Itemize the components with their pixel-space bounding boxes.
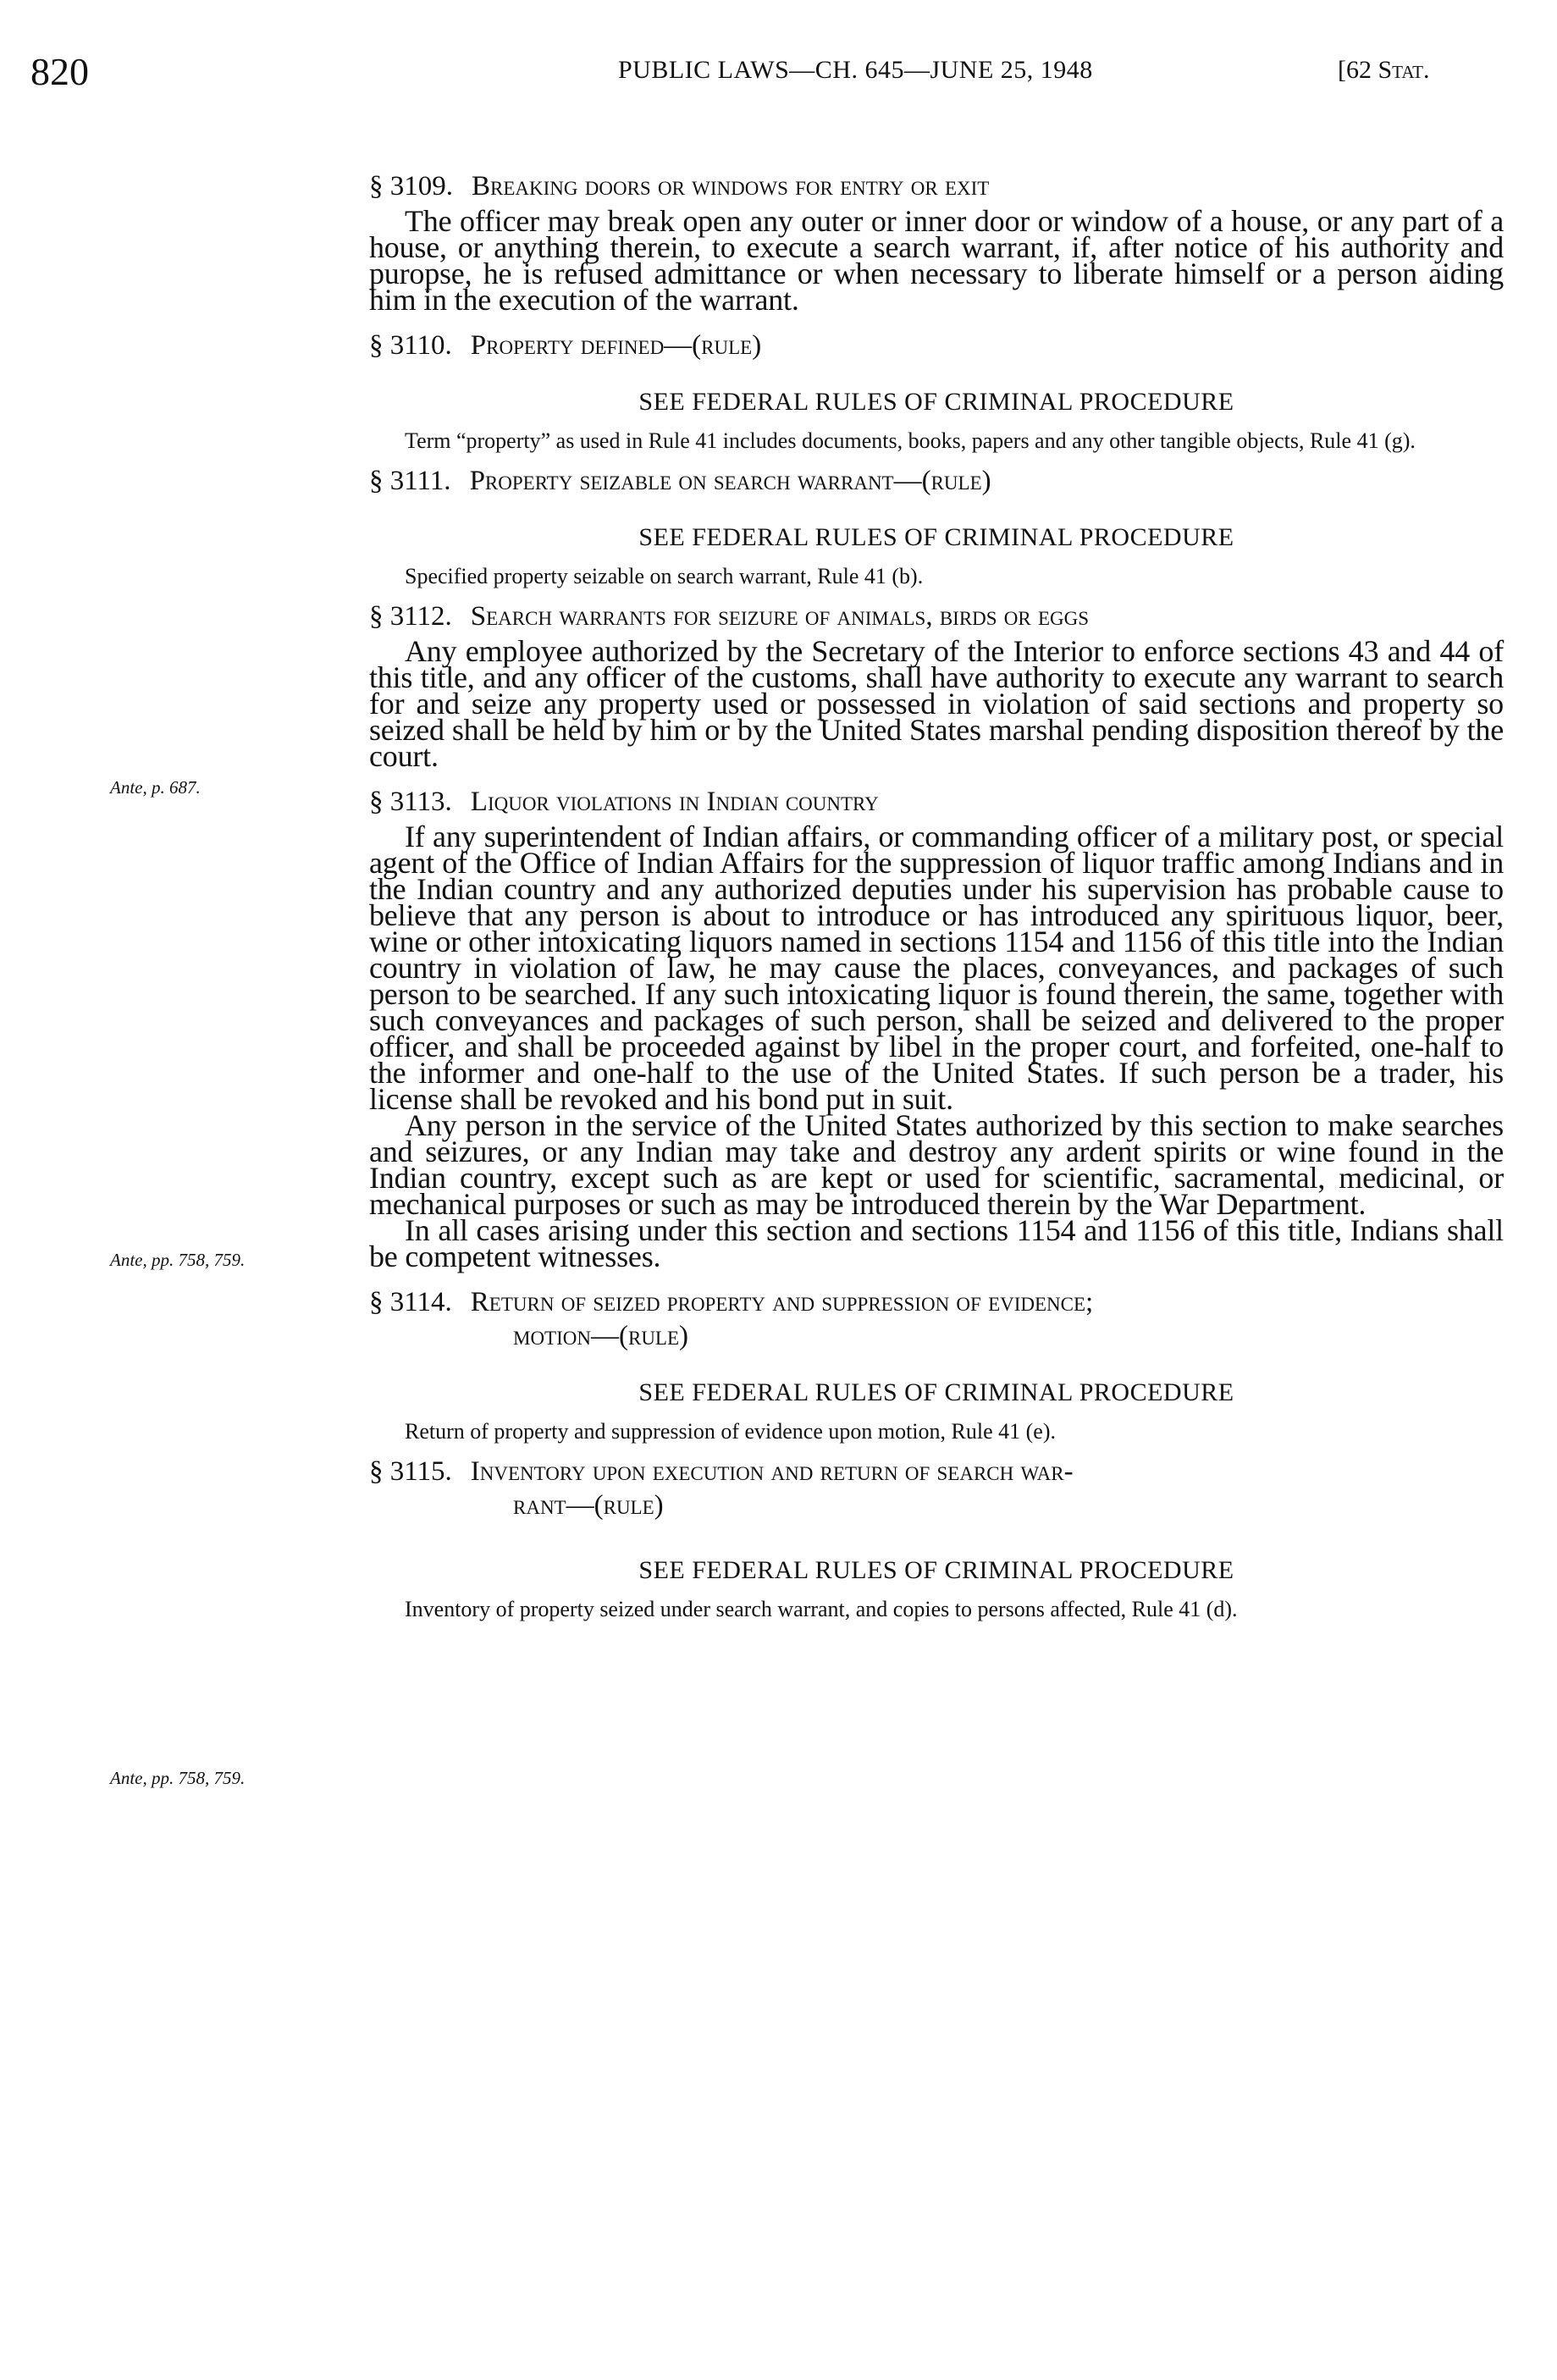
rule-note: Inventory of property seized under search warrant, and copies to persons affected, Rule 41 (d).: [405, 1597, 1238, 1621]
section-number: § 3109.: [369, 171, 453, 202]
margin-note: Ante, pp. 758, 759.: [110, 1768, 246, 1788]
section-heading-3114: [369, 1285, 1504, 1353]
main-column: [369, 169, 1504, 1632]
section-number: § 3111.: [369, 466, 451, 496]
section-title: Return of seized property and suppression of evidence;: [470, 1287, 1094, 1317]
section-title: Property defined—(rule): [470, 330, 762, 361]
section-number: § 3112.: [369, 601, 452, 632]
running-head: PUBLIC LAWS—CH. 645—JUNE 25, 1948: [618, 56, 1093, 84]
margin-note: Ante, pp. 758, 759.: [110, 1250, 246, 1270]
section-heading-3110: [369, 329, 1504, 362]
section-title: Liquor violations in Indian country: [470, 787, 879, 817]
section-number: § 3115.: [369, 1456, 452, 1487]
volume-ref: [62 Stat.: [1338, 56, 1430, 84]
section-heading-3109: [369, 169, 1504, 203]
rule-note: Return of property and suppression of evidence upon motion, Rule 41 (e).: [405, 1419, 1056, 1444]
page-number: 820: [30, 50, 89, 93]
section-title: Breaking doors or windows for entry or exit: [472, 171, 990, 202]
section-number: § 3114.: [369, 1287, 452, 1317]
section-title-continued: rant—(rule): [513, 1490, 664, 1521]
section-body: Any person in the service of the United States authorized by this section to make searches and seizures, or any Indian may take and destroy any ardent spirits or wine found in the Indian country, except such as are kept or used for scientific, sacramental, medicinal, or mechanical purposes or such as may be introduced therein by the War Department.: [369, 1108, 1504, 1221]
section-number: § 3110.: [369, 330, 452, 361]
section-heading-3112: [369, 599, 1504, 633]
rule-note: Term “property” as used in Rule 41 includes documents, books, papers and any other tangible objects, Rule 41 (g).: [405, 428, 1416, 453]
section-body: If any superintendent of Indian affairs, or commanding officer of a military post, or special agent of the Office of Indian Affairs for the suppression of liquor traffic among Indians and in the Indian country and any authorized deputies under his supervision has probable cause to believe that any person is about to introduce or has introduced any spirituous liquor, beer, wine or other intoxicating liquors named in sections 1154 and 1156 of this title into the Indian country in violation of law, he may cause the places, conveyances, and packages of such person to be searched. If any such intoxicating liquor is found therein, the same, together with such conveyances and packages of such person, shall be seized and delivered to the proper officer, and shall be proceeded against by libel in the proper court, and forfeited, one-half to the informer and one-half to the use of the United States. If such person be a trader, his license shall be revoked and his bond put in suit.: [369, 820, 1504, 1116]
page-header: [0, 49, 1557, 100]
section-title: Search warrants for seizure of animals, birds or eggs: [470, 601, 1090, 632]
section-title: Property seizable on search warrant—(rule): [469, 466, 991, 496]
margin-note: Ante, p. 687.: [110, 777, 201, 798]
section-heading-3111: [369, 464, 1504, 498]
section-body: The officer may break open any outer or inner door or window of a house, or any part of a house, or anything therein, to execute a search warrant, if, after notice of his authority and puropse, he is refused admittance or when necessary to liberate himself or a person aiding him in the execution of the warrant.: [369, 204, 1504, 317]
see-also-heading: SEE FEDERAL RULES OF CRIMINAL PROCEDURE: [638, 1556, 1234, 1584]
see-also-heading: SEE FEDERAL RULES OF CRIMINAL PROCEDURE: [638, 388, 1234, 416]
section-body: Any employee authorized by the Secretary of the Interior to enforce sections 43 and 44 of this title, and any officer of the customs, shall have authority to execute any warrant to search for and seize any property used or possessed in violation of said sections and property so seized shall be held by him or by the United States marshal pending disposition thereof by the court.: [369, 634, 1504, 773]
see-also-heading: SEE FEDERAL RULES OF CRIMINAL PROCEDURE: [638, 523, 1234, 551]
section-title: Inventory upon execution and return of search war-: [470, 1456, 1074, 1487]
rule-note: Specified property seizable on search warrant, Rule 41 (b).: [405, 564, 924, 588]
see-also-heading: SEE FEDERAL RULES OF CRIMINAL PROCEDURE: [638, 1378, 1234, 1406]
section-heading-3115: [369, 1455, 1504, 1522]
section-number: § 3113.: [369, 787, 452, 817]
section-heading-3113: [369, 785, 1504, 819]
section-title-continued: motion—(rule): [513, 1321, 689, 1351]
section-body: In all cases arising under this section and sections 1154 and 1156 of this title, Indians shall be competent witnesses.: [369, 1213, 1504, 1273]
